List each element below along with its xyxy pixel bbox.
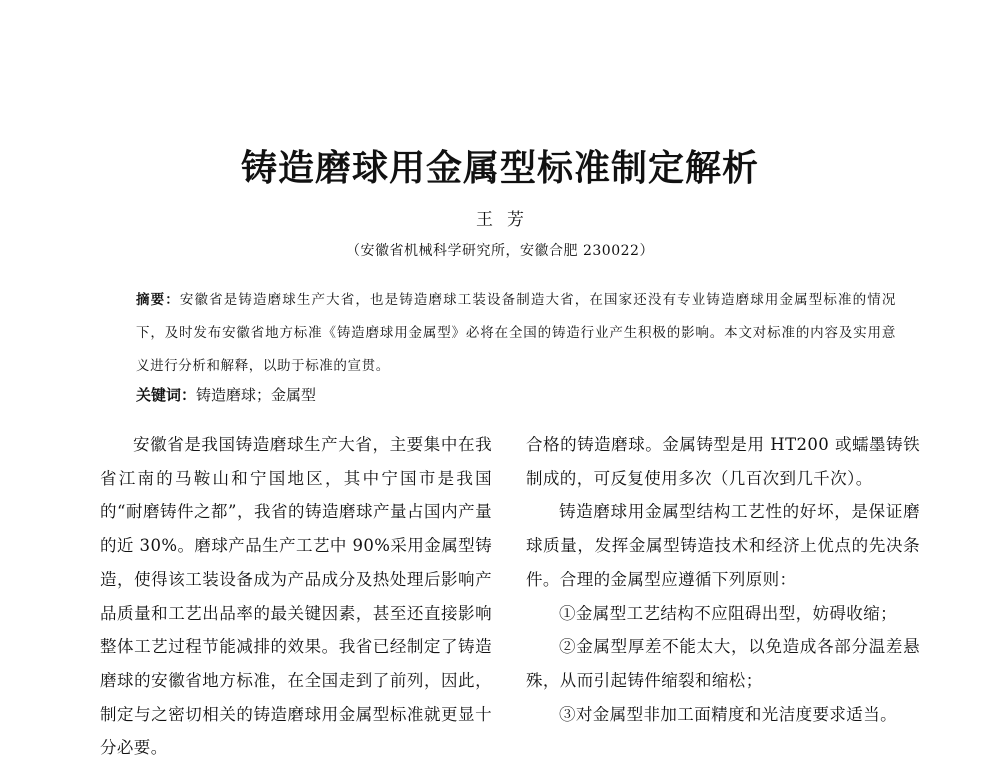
keywords-text: 铸造磨球；金属型 [196,386,317,404]
abstract-text: 安徽省是铸造磨球生产大省，也是铸造磨球工装设备制造大省，在国家还没有专业铸造磨球用金属型标准的情况下，及时发布安徽省地方标准《铸造磨球用金属型》必将在全国的铸造行业产生积极的影响。本文对标准的内容及实用意义进行分析和解释，以助于标准的宣贯。 [136,292,896,374]
body-left-column [100,428,492,765]
body-right-column [526,428,920,731]
paper-title: 铸造磨球用金属型标准制定解析 [240,148,759,189]
keywords [136,382,896,408]
author-name: 王芳 [476,210,538,230]
body-paragraph: 合格的铸造磨球。金属铸型是用 HT200 或蠕墨铸铁制成的，可反复使用多次（几百次到几千次）。 [526,435,920,488]
keywords-label: 关键词： [136,386,197,404]
body-paragraph: 安徽省是我国铸造磨球生产大省，主要集中在我省江南的马鞍山和宁国地区，其中宁国市是我国的“耐磨铸件之都”，我省的铸造磨球产量占国内产量的近 30%。磨球产品生产工艺中 90%采用金属型铸造，使得该工装设备成为产品成分及热处理后影响产品质量和工艺出品率的最关键因素，甚至还直接影响整体工艺过程节能减排的效果。我省已经制定了铸造磨球的安徽省地方标准，在全国走到了前列，因此，制定与之密切相关的铸造磨球用金属型标准就更显十分必要。 [100,435,492,758]
body-paragraph: 铸造磨球用金属型结构工艺性的好坏，是保证磨球质量，发挥金属型铸造技术和经济上优点的先决条件。合理的金属型应遵循下列原则： [526,502,920,589]
body-paragraph: ②金属型厚差不能太大，以免造成各部分温差悬殊，从而引起铸件缩裂和缩松； [526,637,920,690]
body-paragraph: ③对金属型非加工面精度和光洁度要求适当。 [559,704,897,724]
abstract [136,284,896,383]
abstract-label: 摘要： [136,292,180,308]
body-paragraph: ①金属型工艺结构不应阻碍出型，妨碍收缩； [559,603,897,623]
author-affiliation: （安徽省机械科学研究所，安徽合肥 230022） [346,243,654,259]
